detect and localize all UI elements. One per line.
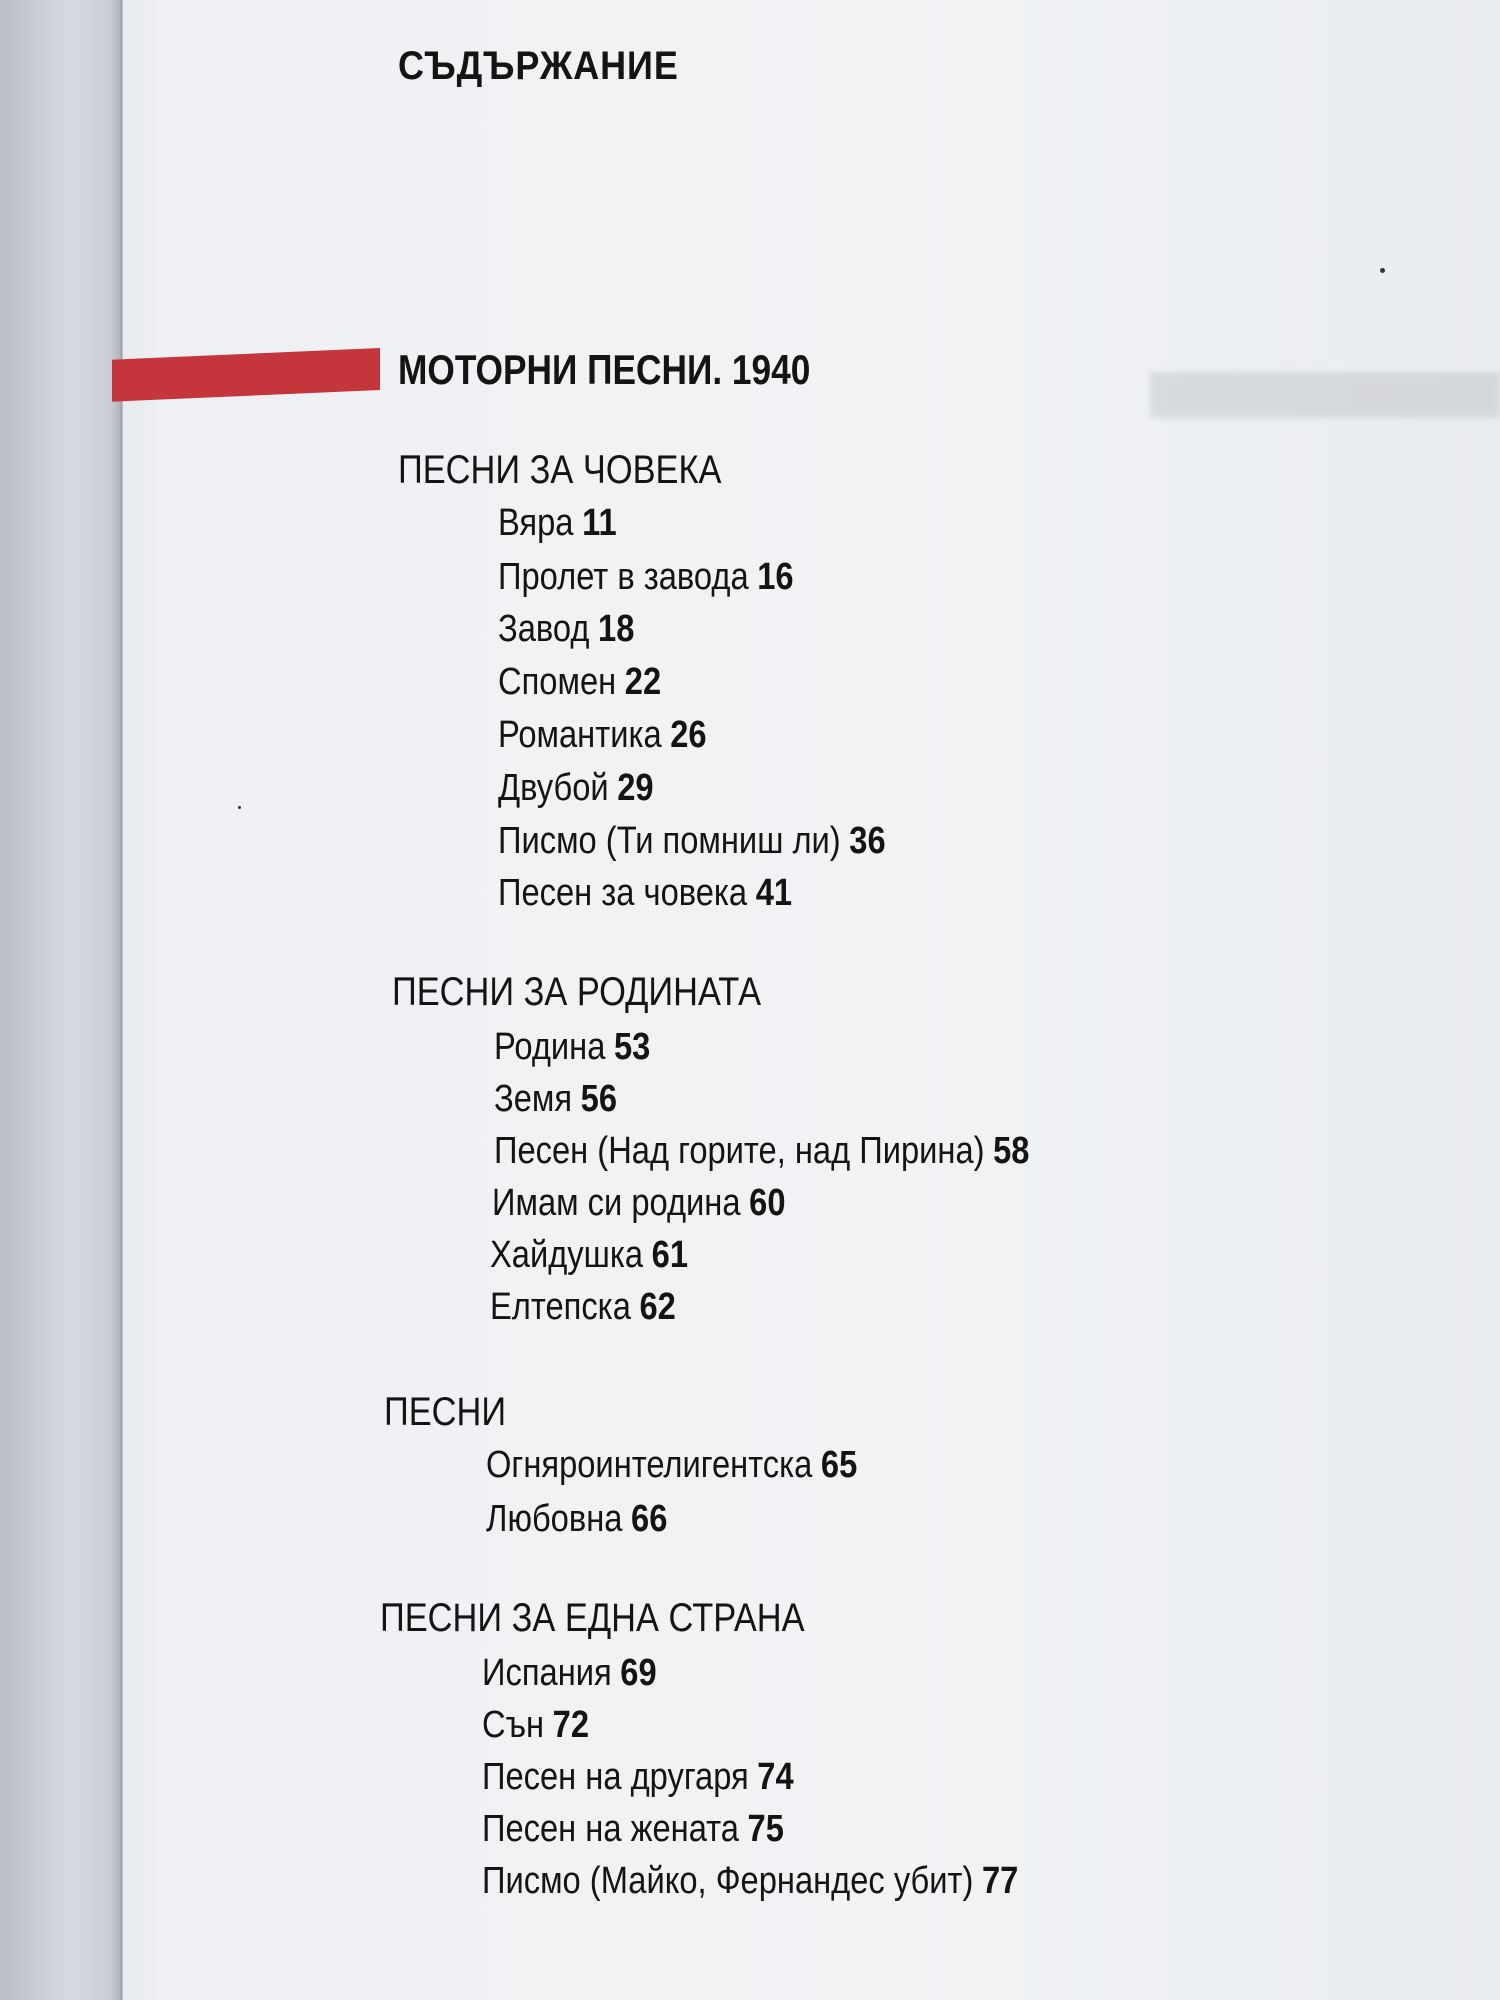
entry-page: 53 bbox=[613, 1026, 651, 1068]
toc-entry bbox=[498, 502, 617, 545]
book-gutter bbox=[0, 0, 122, 2000]
toc-entry bbox=[486, 1498, 667, 1541]
entry-page: 18 bbox=[598, 608, 635, 650]
toc-entry bbox=[482, 1652, 657, 1695]
toc-entry bbox=[498, 661, 661, 704]
entry-title: Пролет в завода bbox=[498, 556, 749, 598]
section-heading-1: ПЕСНИ ЗА ЧОВЕКА bbox=[398, 448, 722, 492]
toc-entry bbox=[498, 767, 654, 810]
entry-title: Испания bbox=[482, 1652, 612, 1694]
toc-entry bbox=[490, 1234, 688, 1277]
entry-title: Любовна bbox=[486, 1498, 623, 1540]
toc-entry bbox=[498, 714, 707, 757]
entry-page: 16 bbox=[757, 556, 794, 598]
toc-entry bbox=[482, 1860, 1018, 1903]
toc-entry bbox=[498, 608, 634, 651]
entry-page: 62 bbox=[639, 1286, 676, 1328]
toc-title: СЪДЪРЖАНИЕ bbox=[398, 44, 679, 88]
toc-entry bbox=[490, 1286, 676, 1329]
entry-title: Песен на жената bbox=[482, 1808, 739, 1850]
toc-entry bbox=[498, 872, 792, 915]
toc-entry bbox=[482, 1704, 589, 1747]
paper-speck bbox=[1380, 268, 1385, 273]
entry-title: Родина bbox=[494, 1026, 606, 1068]
toc-entry bbox=[482, 1808, 784, 1851]
entry-title: Сън bbox=[482, 1704, 545, 1746]
toc-entry bbox=[482, 1756, 794, 1799]
entry-page: 60 bbox=[749, 1182, 786, 1224]
entry-title: Писмо (Майко, Фернандес убит) bbox=[482, 1860, 974, 1902]
entry-title: Имам си родина bbox=[492, 1182, 741, 1224]
entry-title: Спомен bbox=[498, 661, 617, 703]
entry-title: Вяра bbox=[498, 502, 574, 544]
toc-entry bbox=[492, 1182, 786, 1225]
entry-page: 77 bbox=[981, 1860, 1019, 1902]
toc-entry bbox=[494, 1078, 617, 1121]
entry-page: 58 bbox=[993, 1130, 1030, 1172]
entry-title: Земя bbox=[494, 1078, 573, 1120]
entry-page: 66 bbox=[631, 1498, 668, 1540]
bleed-through-shadow bbox=[1150, 372, 1500, 418]
entry-page: 26 bbox=[670, 714, 707, 756]
page-edge-divider bbox=[120, 0, 123, 2000]
entry-title: Писмо (Ти помниш ли) bbox=[498, 820, 841, 862]
entry-page: 36 bbox=[849, 820, 886, 862]
toc-entry bbox=[494, 1026, 650, 1069]
entry-page: 61 bbox=[651, 1234, 689, 1276]
entry-title: Песен на другаря bbox=[482, 1756, 749, 1798]
section-heading-4: ПЕСНИ ЗА ЕДНА СТРАНА bbox=[380, 1596, 805, 1640]
book-heading: МОТОРНИ ПЕСНИ. 1940 bbox=[398, 346, 811, 393]
entry-title: Песен за човека bbox=[498, 872, 748, 914]
entry-page: 41 bbox=[755, 872, 793, 914]
toc-entry bbox=[494, 1130, 1029, 1173]
entry-title: Елтепска bbox=[490, 1286, 631, 1328]
entry-title: Огняроинтелигентска bbox=[486, 1444, 813, 1486]
toc-entry bbox=[498, 556, 794, 599]
entry-page: 69 bbox=[620, 1652, 657, 1694]
paper-speck bbox=[238, 806, 241, 809]
entry-title: Хайдушка bbox=[490, 1234, 644, 1276]
entry-page: 75 bbox=[747, 1808, 784, 1850]
entry-page: 56 bbox=[580, 1078, 618, 1120]
section-heading-3: ПЕСНИ bbox=[384, 1390, 507, 1434]
entry-page: 65 bbox=[820, 1444, 858, 1486]
entry-title: Двубой bbox=[498, 767, 609, 809]
section-heading-2: ПЕСНИ ЗА РОДИНАТА bbox=[392, 970, 762, 1014]
entry-title: Романтика bbox=[498, 714, 662, 756]
entry-page: 72 bbox=[552, 1704, 590, 1746]
entry-title: Завод bbox=[498, 608, 590, 650]
entry-page: 74 bbox=[757, 1756, 794, 1798]
red-accent-stripe bbox=[112, 348, 380, 402]
entry-page: 29 bbox=[617, 767, 654, 809]
toc-entry bbox=[498, 820, 886, 863]
entry-title: Песен (Над горите, над Пирина) bbox=[494, 1130, 985, 1172]
toc-entry bbox=[486, 1444, 857, 1487]
entry-page: 11 bbox=[582, 502, 617, 544]
entry-page: 22 bbox=[624, 661, 662, 703]
